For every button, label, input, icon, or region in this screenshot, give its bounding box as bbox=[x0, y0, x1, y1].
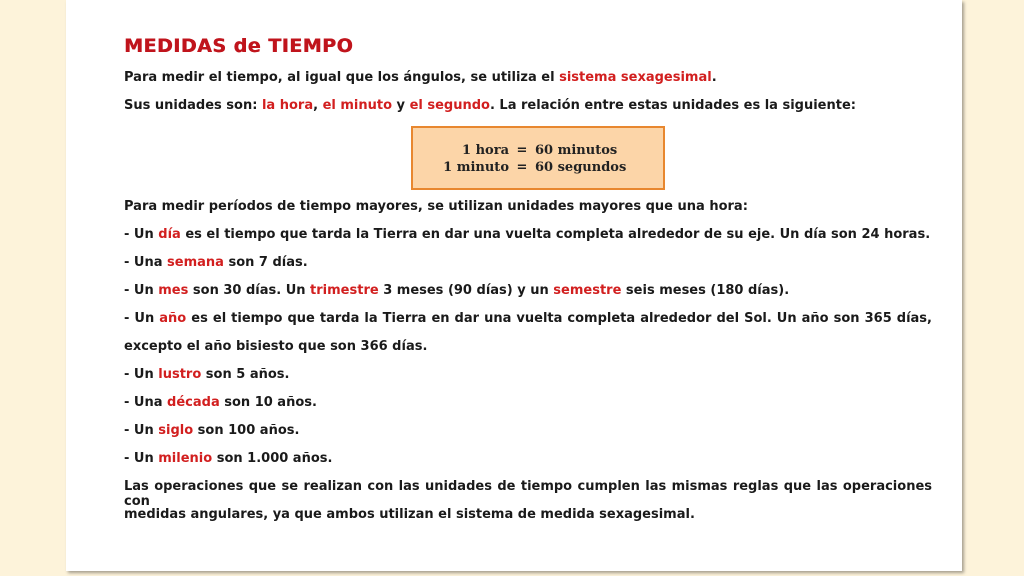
item-decada: - Una década son 10 años. bbox=[124, 395, 317, 410]
term-segundo: el segundo bbox=[409, 98, 490, 113]
intro-line-2: Sus unidades son: la hora, el minuto y el segundo. La relación entre estas unidades es la siguiente: bbox=[124, 98, 856, 113]
item-semana: - Una semana son 7 días. bbox=[124, 255, 308, 270]
page-title: MEDIDAS de TIEMPO bbox=[124, 35, 354, 57]
term-dia: día bbox=[158, 227, 181, 242]
intro-line-1: Para medir el tiempo, al igual que los ángulos, se utiliza el sistema sexagesimal. bbox=[124, 70, 717, 85]
term-decada: década bbox=[167, 395, 220, 410]
term-siglo: siglo bbox=[158, 423, 194, 438]
closing-line-2: medidas angulares, ya que ambos utilizan el sistema de medida sexagesimal. bbox=[124, 507, 695, 522]
periods-intro: Para medir períodos de tiempo mayores, se utilizan unidades mayores que una hora: bbox=[124, 199, 748, 214]
conversion-box bbox=[411, 126, 665, 190]
closing-line-1: Las operaciones que se realizan con las unidades de tiempo cumplen las mismas reglas que las operaciones con bbox=[124, 479, 932, 509]
term-trimestre: trimestre bbox=[310, 283, 379, 298]
item-anio: - Un año es el tiempo que tarda la Tierra en dar una vuelta completa alrededor del Sol. Un año son 365 días, bbox=[124, 311, 932, 326]
term-lustro: lustro bbox=[158, 367, 202, 382]
item-siglo: - Un siglo son 100 años. bbox=[124, 423, 300, 438]
term-sistema-sexagesimal: sistema sexagesimal bbox=[559, 70, 712, 85]
conversion-row-minuto: 1 minuto = 60 segundos bbox=[443, 160, 627, 175]
item-milenio: - Un milenio son 1.000 años. bbox=[124, 451, 333, 466]
item-mes: - Un mes son 30 días. Un trimestre 3 meses (90 días) y un semestre seis meses (180 días). bbox=[124, 283, 790, 298]
term-semana: semana bbox=[167, 255, 224, 270]
item-anio-continuation: excepto el año bisiesto que son 366 días. bbox=[124, 339, 428, 354]
conversion-row-hora: 1 hora = 60 minutos bbox=[462, 143, 618, 158]
term-minuto: el minuto bbox=[322, 98, 393, 113]
term-semestre: semestre bbox=[553, 283, 622, 298]
term-milenio: milenio bbox=[158, 451, 213, 466]
term-anio: año bbox=[159, 311, 187, 326]
item-dia: - Un día es el tiempo que tarda la Tierra en dar una vuelta completa alrededor de su eje. Un día son 24 horas. bbox=[124, 227, 931, 242]
item-lustro: - Un lustro son 5 años. bbox=[124, 367, 290, 382]
term-mes: mes bbox=[158, 283, 189, 298]
document-page bbox=[66, 0, 962, 571]
term-hora: la hora bbox=[261, 98, 314, 113]
